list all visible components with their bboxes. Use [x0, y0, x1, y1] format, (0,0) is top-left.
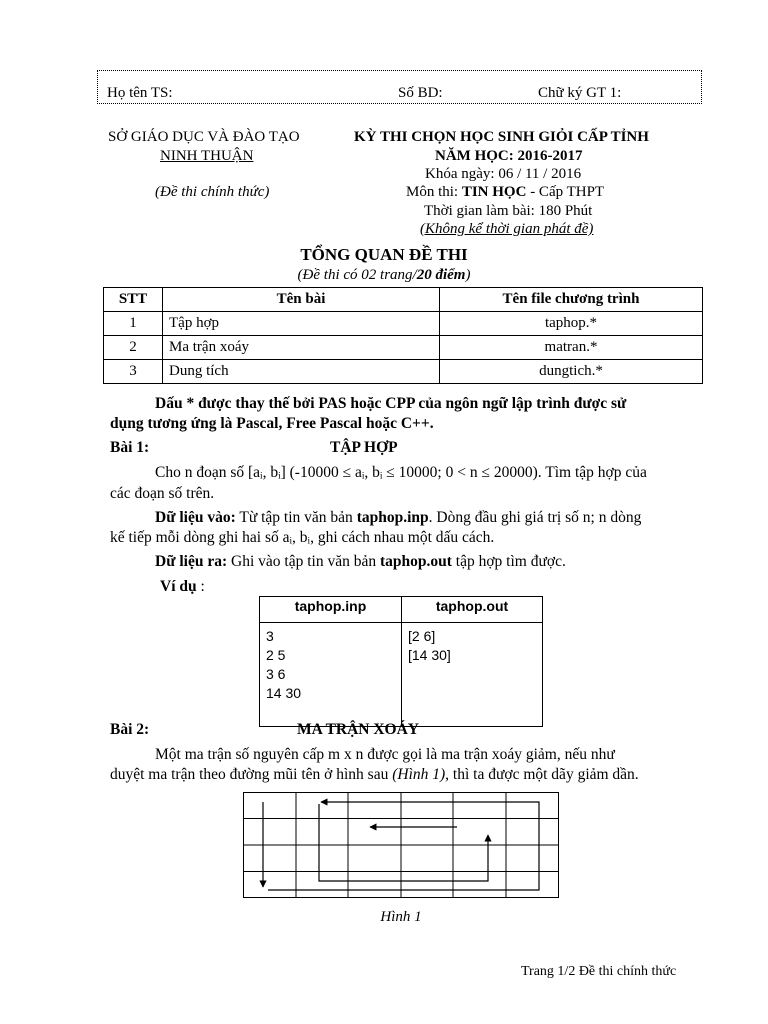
- page-footer: Trang 1/2 Đề thi chính thức: [521, 964, 677, 979]
- exam-title: KỲ THI CHỌN HỌC SINH GIỎI CẤP TỈNH: [354, 129, 649, 145]
- arrow-segment: [319, 804, 488, 881]
- department-name: SỞ GIÁO DỤC VÀ ĐÀO TẠO: [108, 129, 300, 145]
- problem2-statement-line1: Một ma trận số nguyên cấp m x n được gọi là ma trận xoáy giảm, nếu như: [155, 746, 615, 763]
- example-output-cell: [402, 623, 543, 727]
- figure-caption: Hình 1: [380, 909, 422, 925]
- table-row: [104, 312, 703, 336]
- province-name: NINH THUẬN: [160, 148, 254, 164]
- example-input-header: taphop.inp: [260, 597, 402, 623]
- exam-date: Khóa ngày: 06 / 11 / 2016: [425, 166, 582, 182]
- problem1-example-label: Ví dụ :: [160, 578, 205, 595]
- arrow-segment: [268, 802, 539, 890]
- table-row: [104, 360, 703, 384]
- problem1-input-line2: kế tiếp mỗi dòng ghi hai số aᵢ, bᵢ, ghi cách nhau một dấu cách.: [110, 529, 495, 546]
- spiral-matrix-figure: [243, 792, 559, 898]
- overview-title: TỔNG QUAN ĐỀ THI: [300, 245, 468, 264]
- exam-duration: Thời gian làm bài: 180 Phút: [424, 203, 593, 219]
- problem1-statement-line2: các đoạn số trên.: [110, 485, 215, 502]
- row-stt: 3: [104, 360, 163, 384]
- table-row: [104, 336, 703, 360]
- row-name: Tập hợp: [163, 312, 440, 336]
- candidate-name-label: Họ tên TS:: [107, 85, 173, 101]
- example-input-cell: [260, 623, 402, 727]
- candidate-info-box: [97, 70, 702, 104]
- problem2-title: MA TRẬN XOÁY: [297, 721, 419, 738]
- column-header: STT: [104, 288, 163, 312]
- file-extension-note-line2: dụng tương ứng là Pascal, Free Pascal hoặc C++.: [110, 415, 434, 432]
- row-file: dungtich.*: [440, 360, 703, 384]
- problem2-statement-line2: duyệt ma trận theo đường mũi tên ở hình sau (Hình 1), thì ta được một dãy giảm dần.: [110, 766, 639, 783]
- example-table: [259, 596, 543, 727]
- row-file: matran.*: [440, 336, 703, 360]
- official-exam-label: (Đề thi chính thức): [155, 184, 270, 200]
- column-header: Tên bài: [163, 288, 440, 312]
- example-input-line: 2 5: [266, 647, 286, 663]
- overview-table: [103, 287, 703, 384]
- example-output-line: [2 6]: [408, 628, 436, 644]
- matrix-grid: [243, 792, 559, 898]
- problem1-title: TẬP HỢP: [330, 439, 398, 456]
- table-header-row: [104, 288, 703, 312]
- row-name: Dung tích: [163, 360, 440, 384]
- row-name: Ma trận xoáy: [163, 336, 440, 360]
- candidate-number-label: Số BD:: [398, 85, 443, 101]
- example-output-header: taphop.out: [402, 597, 543, 623]
- overview-subtitle: (Đề thi có 02 trang/20 điểm): [297, 267, 471, 283]
- example-input-line: 3: [266, 628, 274, 644]
- file-extension-note-line1: Dấu * được thay thế bởi PAS hoặc CPP của ngôn ngữ lập trình được sử: [155, 395, 627, 412]
- problem1-output-line: Dữ liệu ra: Ghi vào tập tin văn bản taphop.out tập hợp tìm được.: [155, 553, 566, 570]
- example-input-line: 14 30: [266, 685, 302, 701]
- proctor-signature-label: Chữ ký GT 1:: [538, 85, 622, 101]
- school-year: NĂM HỌC: 2016-2017: [435, 148, 583, 164]
- problem1-label: Bài 1:: [110, 439, 150, 456]
- row-stt: 1: [104, 312, 163, 336]
- exam-subject: Môn thi: TIN HỌC - Cấp THPT: [406, 184, 605, 200]
- row-stt: 2: [104, 336, 163, 360]
- row-file: taphop.*: [440, 312, 703, 336]
- example-output-line: [14 30]: [408, 647, 451, 663]
- problem1-statement-line1: Cho n đoạn số [aᵢ, bᵢ] (-10000 ≤ aᵢ, bᵢ ≤ 10000; 0 < n ≤ 20000). Tìm tập hợp của: [155, 464, 647, 481]
- problem1-input-line1: Dữ liệu vào: Từ tập tin văn bản taphop.inp. Dòng đầu ghi giá trị số n; n dòng: [155, 509, 642, 526]
- duration-note: (Không kể thời gian phát đề): [420, 221, 594, 237]
- problem2-label: Bài 2:: [110, 721, 150, 738]
- example-input-line: 3 6: [266, 666, 286, 682]
- column-header: Tên file chương trình: [440, 288, 703, 312]
